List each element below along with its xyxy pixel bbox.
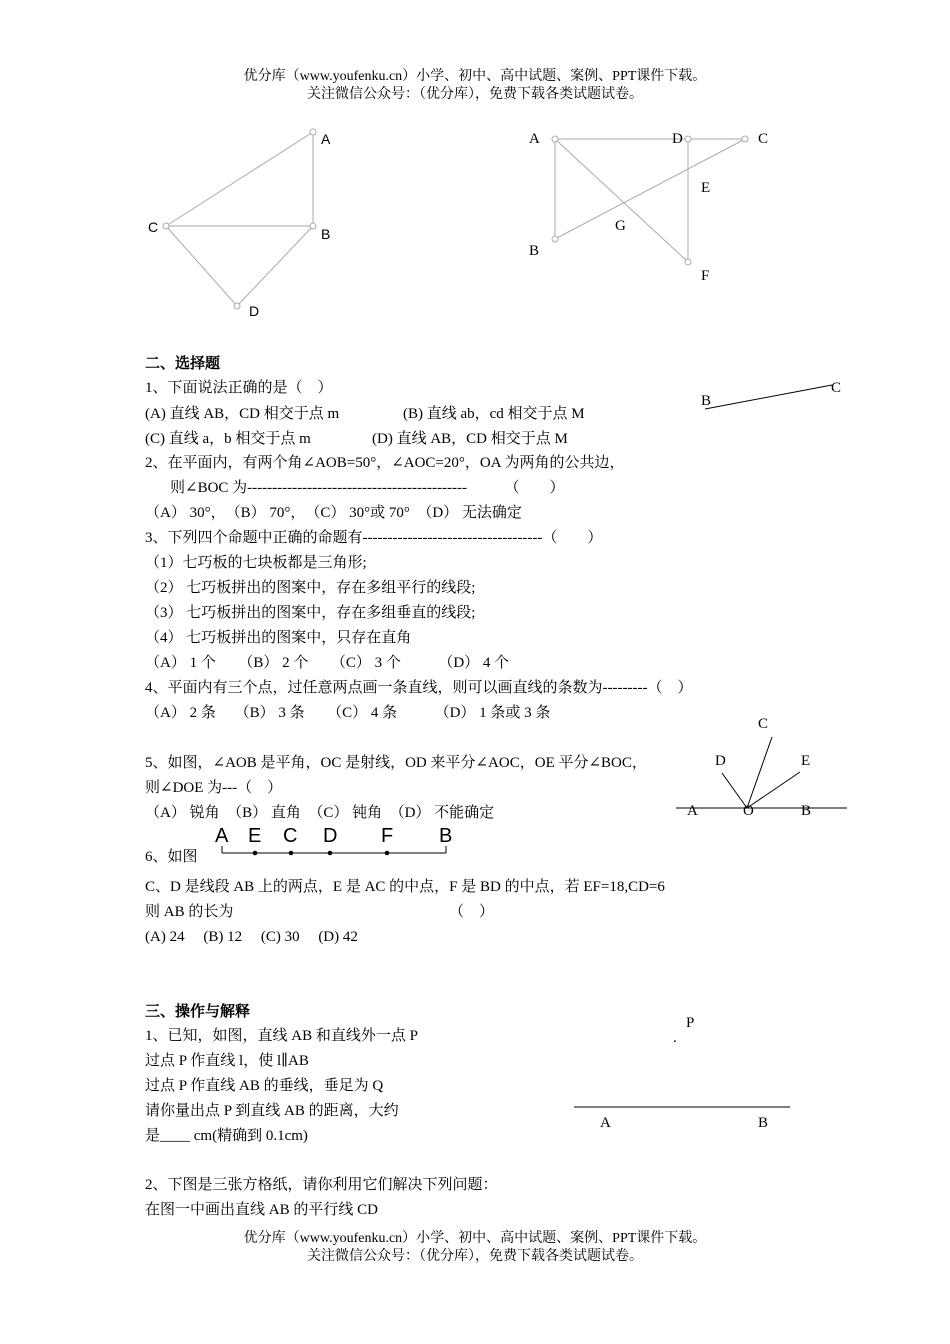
q5-fig-label-c: C: [758, 716, 769, 732]
q6-seg-label-a: A: [215, 825, 229, 847]
q3-stem: 3、下列四个命题中正确的命题有------------------------------------（ ）: [145, 530, 603, 546]
q6-stem-3: 则 AB 的长为: [145, 904, 234, 920]
q6-seg-label-e: E: [248, 825, 262, 847]
q3-options: （A） 1 个 （B） 2 个 （C） 3 个 （D） 4 个: [145, 655, 510, 671]
q1-fig-label-c: C: [831, 380, 842, 396]
fig1-label-a: A: [321, 131, 331, 147]
q5-fig-label-a: A: [687, 803, 698, 819]
fig2-label-g: G: [615, 218, 626, 234]
q4-options: （A） 2 条 （B） 3 条 （C） 4 条 （D） 1 条或 3 条: [145, 705, 551, 721]
fig1-label-c: C: [148, 219, 159, 235]
q1-option-b: (B) 直线 ab，cd 相交于点 M: [403, 406, 585, 422]
q3-statement-2: （2） 七巧板拼出的图案中，存在多组平行的线段;: [145, 580, 476, 596]
q5-fig-label-d: D: [715, 753, 726, 769]
q6-seg-label-d: D: [323, 825, 338, 847]
q5-fig-label-o: O: [743, 803, 754, 819]
q1-option-a: (A) 直线 AB，CD 相交于点 m: [145, 406, 340, 422]
footer-line-1: 优分库（www.youfenku.cn）小学、初中、高中试题、案例、PPT课件下载。: [243, 1231, 707, 1246]
q5-stem: 5、如图，∠AOB 是平角，OC 是射线，OD 来平分∠AOC，OE 平分∠BOC，: [145, 755, 647, 771]
q1-option-c: (C) 直线 a，b 相交于点 m: [145, 431, 311, 447]
q3-statement-4: （4） 七巧板拼出的图案中，只存在直角: [145, 630, 412, 646]
q5-options: （A） 锐角 （B） 直角 （C） 钝角 （D） 不能确定: [145, 805, 495, 821]
q5-stem-2: 则∠DOE 为---（ ）: [145, 780, 283, 796]
q4-stem: 4、平面内有三个点，过任意两点画一条直线，则可以画直线的条数为---------（ ）: [145, 680, 693, 696]
s3-q1-line-2: 过点 P 作直线 l，使 l∥AB: [145, 1053, 309, 1069]
fig1-label-b: B: [321, 226, 331, 242]
footer-line-2: 关注微信公众号：（优分库），免费下载各类试题试卷。: [307, 1249, 643, 1264]
s3-fig-label-b: B: [758, 1115, 769, 1131]
fig2-label-f: F: [701, 268, 710, 284]
header-line-1: 优分库（www.youfenku.cn）小学、初中、高中试题、案例、PPT课件下载。: [243, 69, 707, 84]
s3-fig-label-a: A: [600, 1115, 611, 1131]
figure-2: [552, 136, 748, 265]
header-line-2: 关注微信公众号：（优分库），免费下载各类试题试卷。: [307, 87, 643, 102]
q2-stem-2: 则∠BOC 为-------------------------------------------- （ ）: [170, 480, 565, 496]
s3-fig-point-p: .: [673, 1030, 677, 1046]
q2-stem: 2、在平面内，有两个角∠AOB=50°，∠AOC=20°，OA 为两角的公共边，: [145, 455, 625, 471]
q6-stem: 6、如图: [145, 849, 198, 865]
q6-stem-2: C、D 是线段 AB 上的两点，E 是 AC 的中点，F 是 BD 的中点，若 EF=18,CD=6: [145, 879, 665, 895]
figure-1: [163, 129, 316, 309]
q1-line-bc: [705, 385, 832, 409]
s3-q1-line-5: 是____ cm(精确到 0.1cm): [145, 1128, 308, 1144]
s3-q1-line-3: 过点 P 作直线 AB 的垂线，垂足为 Q: [145, 1078, 384, 1094]
s3-q2-line-1: 2、下图是三张方格纸，请你利用它们解决下列问题：: [145, 1177, 498, 1193]
q6-answer-blank: （ ）: [449, 904, 495, 920]
s3-q2-line-2: 在图一中画出直线 AB 的平行线 CD: [145, 1202, 378, 1218]
s3-q1-line-1: 1、已知，如图，直线 AB 和直线外一点 P: [145, 1028, 418, 1044]
q6-seg-label-f: F: [381, 825, 394, 847]
q5-fig-label-e: E: [801, 753, 811, 769]
q6-options: (A) 24 (B) 12 (C) 30 (D) 42: [145, 929, 358, 945]
section-3-title: 三、操作与解释: [145, 1004, 251, 1020]
q6-seg-label-b: B: [439, 825, 453, 847]
section-2-title: 二、选择题: [145, 356, 221, 372]
q1-option-d: (D) 直线 AB，CD 相交于点 M: [372, 431, 568, 447]
fig2-label-d: D: [672, 131, 683, 147]
s3-fig-label-p: P: [686, 1015, 695, 1031]
q5-fig-label-b: B: [801, 803, 812, 819]
fig2-label-a: A: [529, 131, 540, 147]
fig1-label-d: D: [249, 303, 260, 319]
q1-stem: 1、下面说法正确的是（ ）: [145, 380, 333, 396]
q3-statement-1: （1）七巧板的七块板都是三角形;: [145, 555, 367, 571]
s3-q1-line-4: 请你量出点 P 到直线 AB 的距离，大约: [145, 1103, 399, 1119]
fig2-label-e: E: [701, 180, 711, 196]
q1-fig-label-b: B: [701, 393, 712, 409]
fig2-label-c: C: [758, 131, 769, 147]
fig2-label-b: B: [529, 243, 540, 259]
q3-statement-3: （3） 七巧板拼出的图案中，存在多组垂直的线段;: [145, 605, 476, 621]
q2-options: （A） 30°， （B） 70°， （C） 30°或 70° （D） 无法确定: [145, 505, 522, 521]
q5-figure: [676, 737, 847, 808]
q6-seg-label-c: C: [283, 825, 298, 847]
